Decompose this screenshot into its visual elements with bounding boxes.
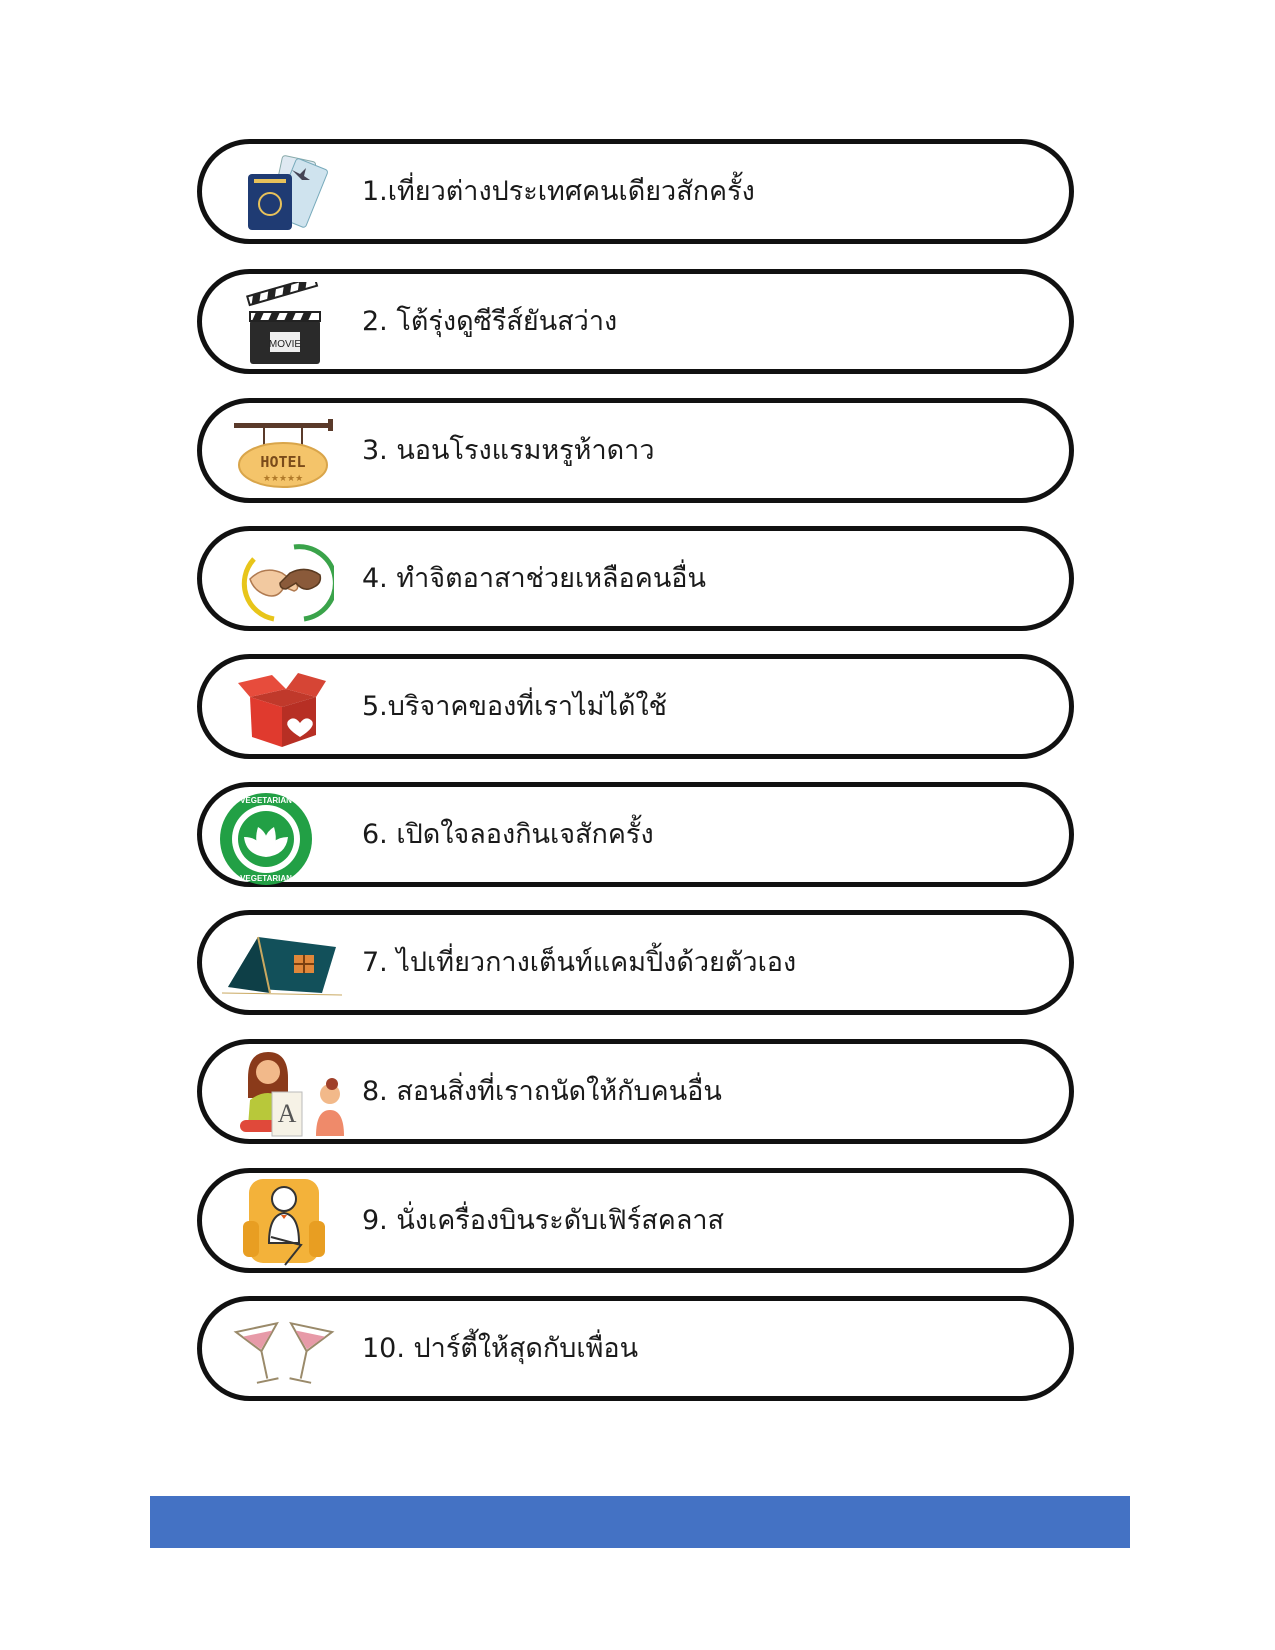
list-item [197,782,1074,887]
cocktail-toast-icon [230,1309,338,1395]
item-label: 6. เปิดใจลองกินเจสักครั้ง [362,819,654,850]
list-item [197,654,1074,759]
movie-clapperboard-icon [230,282,338,368]
list-item [197,1296,1074,1401]
item-label: 9. นั่งเครื่องบินระดับเฟิร์สคลาส [362,1205,725,1236]
item-label: 7. ไปเที่ยวกางเต็นท์แคมปิ้งด้วยตัวเอง [362,947,797,978]
list-item [197,1039,1074,1144]
passport-tickets-icon [230,152,338,238]
donation-box-icon [230,667,338,753]
list-item [197,139,1074,244]
hotel-sign-icon [230,411,338,497]
svg-text:MOVIE: MOVIE [268,339,302,350]
first-class-seat-icon [230,1173,338,1269]
svg-text:HOTEL: HOTEL [260,453,306,471]
list-item [197,526,1074,631]
list-item [197,1168,1074,1273]
item-label: 10. ปาร์ตี้ให้สุดกับเพื่อน [362,1333,639,1364]
teacher-child-icon [234,1048,356,1140]
list-item [197,269,1074,374]
item-label: 4. ทำจิตอาสาช่วยเหลือคนอื่น [362,563,706,594]
svg-text:★★★★★: ★★★★★ [262,474,304,484]
item-label: 2. โต้รุ่งดูซีรีส์ยันสว่าง [362,306,618,337]
svg-text:VEGETARIAN: VEGETARIAN [240,874,292,883]
tent-icon [222,923,342,1009]
svg-text:VEGETARIAN: VEGETARIAN [240,796,292,805]
footer-bar [150,1496,1130,1548]
handshake-icon [230,539,338,625]
list-item [197,910,1074,1015]
item-label: 8. สอนสิ่งที่เราถนัดให้กับคนอื่น [362,1076,722,1107]
svg-text:A: A [277,1099,297,1128]
list-item [197,398,1074,503]
vegetarian-badge-icon [216,789,316,889]
item-label: 1.เที่ยวต่างประเทศคนเดียวสักครั้ง [362,176,755,207]
item-label: 5.บริจาคของที่เราไม่ได้ใช้ [362,691,667,722]
item-label: 3. นอนโรงแรมหรูห้าดาว [362,435,655,466]
